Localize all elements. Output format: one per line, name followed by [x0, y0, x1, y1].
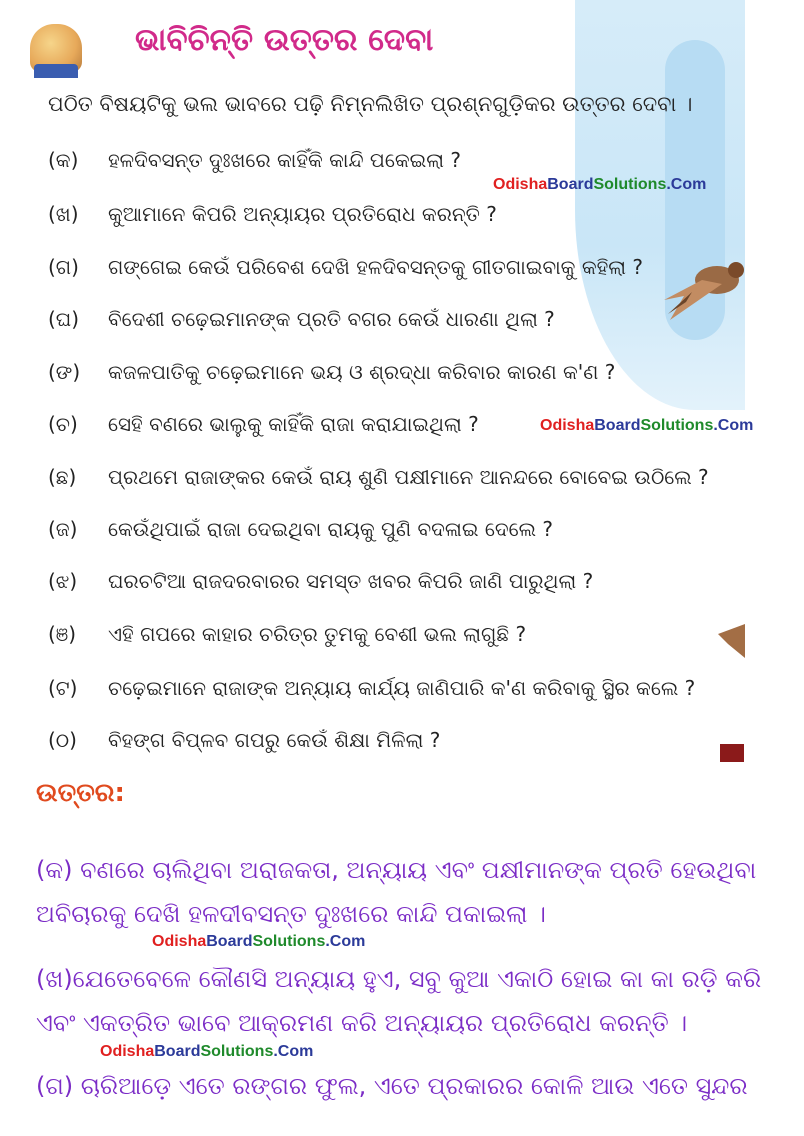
question-text: ଗଙ୍ଗେଇ କେଉଁ ପରିବେଶ ଦେଖି ହଳଦିବସନ୍ତକୁ ଗୀତଗାଇବାକୁ କହିଲା ?: [108, 255, 643, 279]
answer-line: (ଗ) ଚାରିଆଡ଼େ ଏତେ ରଙ୍ଗର ଫୁଲ, ଏତେ ପ୍ରକାରର କୋଳି ଆଉ ଏତେ ସୁନ୍ଦର: [36, 1072, 748, 1100]
corner-marker: [720, 744, 744, 762]
answer-line: (ଖ)ଯେତେବେଳେ କୌଣସି ଅନ୍ୟାୟ ହୁଏ, ସବୁ କୁଆ ଏକାଠି ହୋଇ କା କା ରଡ଼ି କରି: [36, 965, 762, 993]
question-number: (ଘ): [48, 307, 80, 331]
question-text: କଜଳପାତିକୁ ଚଢ଼େଇମାନେ ଭୟ ଓ ଶ୍ରଦ୍ଧା କରିବାର କାରଣ କ'ଣ ?: [108, 360, 616, 384]
question-text: ସେହି ବଣରେ ଭାଲୁକୁ କାହିଁକି ରାଜା କରାଯାଇଥିଲା ?: [108, 412, 479, 436]
question-number: (ଚ): [48, 412, 78, 436]
question-item: [48, 255, 643, 279]
question-item: [48, 728, 440, 752]
answer-item: [36, 1064, 748, 1108]
instruction-text: ପଠିତ ବିଷୟଟିକୁ ଭଲ ଭାବରେ ପଢ଼ି ନିମ୍ନଲିଖିତ ପ୍ରଶ୍ନଗୁଡ଼ିକର ଉତ୍ତର ଦେବା ।: [48, 92, 693, 116]
question-text: ବିଦେଶୀ ଚଢ଼େଇମାନଙ୍କ ପ୍ରତି ବଗର କେଉଁ ଧାରଣା ଥିଲା ?: [108, 307, 555, 331]
question-text: ପ୍ରଥମେ ରାଜାଙ୍କର କେଉଁ ରାୟ ଶୁଣି ପକ୍ଷୀମାନେ ଆନନ୍ଦରେ ବୋବେଇ ଉଠିଲେ ?: [108, 465, 709, 489]
question-item: [48, 360, 615, 384]
mascot-shirt: [34, 64, 78, 78]
question-number: (ଞ): [48, 622, 77, 646]
question-item: [48, 202, 497, 226]
watermark: OdishaBoardSolutions.Com: [100, 1043, 314, 1060]
question-text: ଘରଚଟିଆ ରାଜଦରବାରର ସମସ୍ତ ଖବର କିପରି ଜାଣି ପାରୁଥିଲା ?: [108, 569, 594, 593]
question-item: [48, 676, 695, 700]
answer-item: [36, 957, 761, 1045]
question-number: (ଠ): [48, 728, 77, 752]
answer-line: (କ) ବଣରେ ଚାଲିଥିବା ଅରାଜକତା, ଅନ୍ୟାୟ ଏବଂ ପକ୍ଷୀମାନଙ୍କ ପ୍ରତି ହେଉଥିବା: [36, 856, 757, 884]
question-text: ହଳଦିବସନ୍ତ ଦୁଃଖରେ କାହିଁକି କାନ୍ଦି ପକେଇଲା ?: [108, 148, 462, 172]
answer-line: ଏବଂ ଏକତ୍ରିତ ଭାବେ ଆକ୍ରମଣ କରି ଅନ୍ୟାୟର ପ୍ରତିରୋଧ କରନ୍ତି ।: [36, 1009, 688, 1037]
answer-heading: ଉତ୍ତର:: [36, 778, 125, 808]
question-number: (ଜ): [48, 517, 78, 541]
bird-wing-icon: [718, 624, 745, 658]
question-text: କେଉଁଥିପାଇଁ ରାଜା ଦେଇଥିବା ରାୟକୁ ପୁଣି ବଦଳାଇ ଦେଲେ ?: [108, 517, 554, 541]
question-item: [48, 412, 479, 436]
question-number: (ଙ): [48, 360, 81, 384]
question-text: ଚଢ଼େଇମାନେ ରାଜାଙ୍କ ଅନ୍ୟାୟ କାର୍ଯ୍ୟ ଜାଣିପାରି କ'ଣ କରିବାକୁ ସ୍ଥିର କଲେ ?: [108, 676, 696, 700]
question-item: [48, 569, 593, 593]
answer-line: ଅବିଚାରକୁ ଦେଖି ହଳଦୀବସନ୍ତ ଦୁଃଖରେ କାନ୍ଦି ପକାଇଲା ।: [36, 900, 546, 928]
watermark: OdishaBoardSolutions.Com: [540, 417, 754, 434]
question-number: (ଖ): [48, 202, 79, 226]
question-text: ଏହି ଗପରେ କାହାର ଚରିତ୍ର ତୁମକୁ ବେଶୀ ଭଲ ଲାଗୁଛି ?: [108, 622, 527, 646]
watermark: OdishaBoardSolutions.Com: [152, 933, 366, 950]
question-item: [48, 148, 461, 172]
question-text: କୁଆମାନେ କିପରି ଅନ୍ୟାୟର ପ୍ରତିରୋଧ କରନ୍ତି ?: [108, 202, 497, 226]
question-item: [48, 517, 553, 541]
question-number: (ଛ): [48, 465, 77, 489]
watermark: OdishaBoardSolutions.Com: [493, 176, 707, 193]
question-text: ବିହଙ୍ଗ ବିପ୍ଳବ ଗପରୁ କେଉଁ ଶିକ୍ଷା ମିଳିଲା ?: [108, 728, 441, 752]
question-item: [48, 622, 526, 646]
question-item: [48, 307, 555, 331]
question-number: (କ): [48, 148, 79, 172]
question-item: [48, 465, 709, 489]
bird-icon: [662, 250, 745, 330]
page-title: ଭାବିଚିନ୍ତି ଉତ୍ତର ଦେବା: [135, 22, 434, 58]
question-number: (ଗ): [48, 255, 79, 279]
question-number: (ଟ): [48, 676, 78, 700]
question-number: (ଝ): [48, 569, 78, 593]
answer-item: [36, 848, 756, 936]
